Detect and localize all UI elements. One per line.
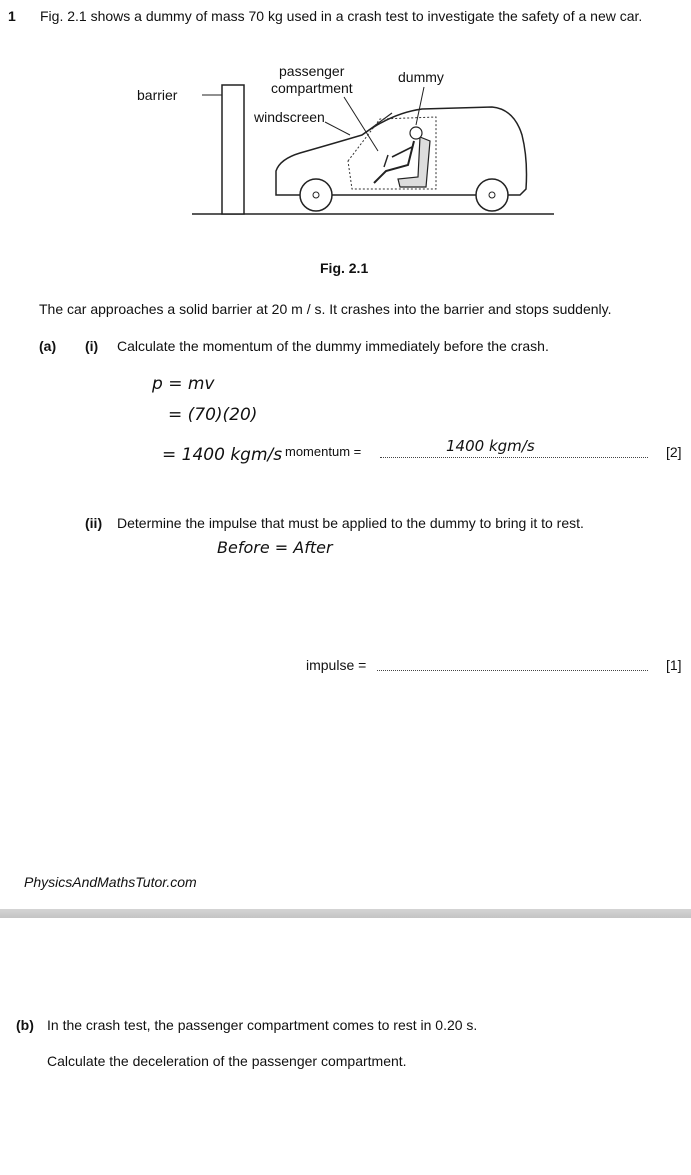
- working-before-after: Before = After: [217, 538, 333, 557]
- page-divider: [0, 909, 691, 918]
- footer-watermark: PhysicsAndMathsTutor.com: [24, 874, 197, 890]
- label-windscreen: windscreen: [254, 109, 325, 125]
- rear-hub: [489, 192, 495, 198]
- front-hub: [313, 192, 319, 198]
- momentum-answer: 1400 kgm/s: [446, 437, 535, 455]
- part-a-i-prompt: Calculate the momentum of the dummy immediately before the crash.: [117, 338, 549, 354]
- part-b-prompt: In the crash test, the passenger compartment comes to rest in 0.20 s.: [47, 1017, 478, 1033]
- scenario-text: The car approaches a solid barrier at 20 m / s. It crashes into the barrier and stops suddenly.: [39, 301, 612, 317]
- label-passenger: passenger: [279, 63, 345, 79]
- marks-a-i: [2]: [666, 444, 682, 460]
- question-intro: Fig. 2.1 shows a dummy of mass 70 kg used in a crash test to investigate the safety of a new car.: [40, 8, 643, 24]
- part-a-label: (a): [39, 338, 57, 354]
- working-line-2: = (70)(20): [168, 405, 258, 425]
- barrier-block: [222, 85, 244, 214]
- impulse-answer-line[interactable]: [377, 656, 648, 671]
- part-b-instruction: Calculate the deceleration of the passenger compartment.: [47, 1053, 407, 1069]
- windscreen-leader: [325, 122, 350, 135]
- part-a-ii-label: (ii): [85, 515, 103, 531]
- question-number: 1: [8, 8, 16, 24]
- working-line-3: = 1400 kgm/s: [162, 445, 283, 465]
- dummy-head: [410, 127, 422, 139]
- label-dummy: dummy: [398, 69, 444, 85]
- impulse-label: impulse =: [306, 657, 367, 673]
- marks-a-ii: [1]: [666, 657, 682, 673]
- label-barrier: barrier: [137, 87, 178, 103]
- figure-caption: Fig. 2.1: [320, 260, 369, 276]
- part-a-i-label: (i): [85, 338, 99, 354]
- label-compartment: compartment: [271, 80, 353, 96]
- working-line-1: p = mv: [152, 374, 215, 394]
- momentum-label: momentum =: [285, 444, 362, 459]
- part-b-label: (b): [16, 1017, 34, 1033]
- part-a-ii-prompt: Determine the impulse that must be applied to the dummy to bring it to rest.: [117, 515, 584, 531]
- crash-test-figure: [130, 55, 570, 225]
